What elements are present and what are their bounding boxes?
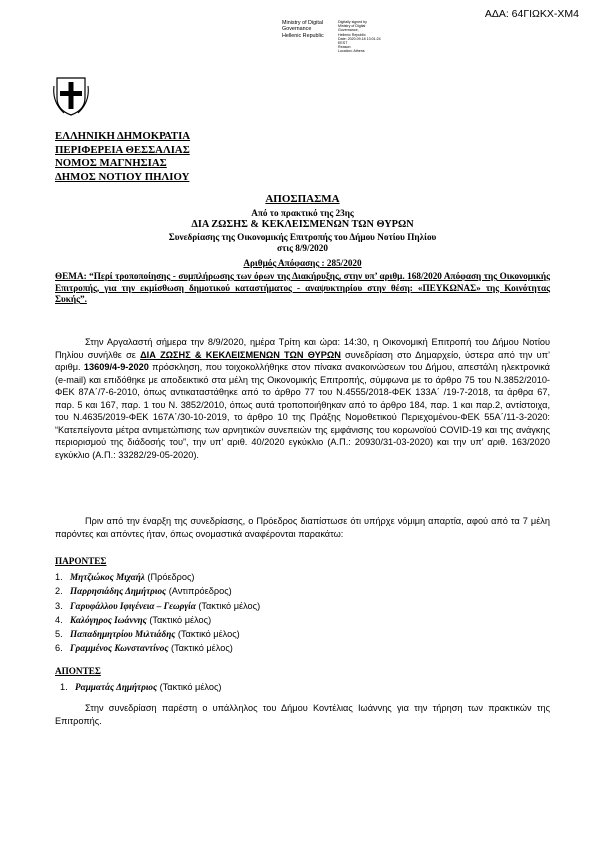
- list-item: 2. Παρρησιάδης Δημήτριος (Αντιπρόεδρος): [55, 586, 232, 597]
- clerk-paragraph: Στην συνεδρίαση παρέστη ο υπάλληλος του Δήμου Κοντέλιας Ιωάννης για την τήρηση των πρακτικών της Επιτροπής.: [55, 703, 550, 726]
- session-mode: ΔΙΑ ΖΩΣΗΣ & ΚΕΚΛΕΙΣΜΕΝΩΝ ΤΩΝ ΘΥΡΩΝ: [191, 219, 414, 230]
- ada-code: ΑΔΑ: 64ΓΙΩΚΧ-ΧΜ4: [484, 8, 579, 20]
- list-item: 4. Καλόγηρος Ιωάννης (Τακτικό μέλος): [55, 614, 212, 625]
- decision-number: Αριθμός Απόφασης : 285/2020: [243, 258, 362, 268]
- quorum-paragraph: Πριν από την έναρξη της συνεδρίασης, ο Πρόεδρος διαπίστωσε ότι υπήρχε νόμιμη απαρτία, αφού από τα 7 μέλη παρόντες και απόντες ήταν, όπως ονομαστικά αναφέρονται παρακάτω:: [55, 516, 550, 539]
- present-heading: ΠΑΡΟΝΤΕΣ: [55, 556, 107, 566]
- list-item: 1. Ραμματάς Δημήτριος (Τακτικό μέλος): [60, 682, 222, 692]
- minutes-reference: Από το πρακτικό της 23ης: [251, 208, 354, 218]
- session-committee: Συνεδρίασης της Οικονομικής Επιτροπής του Δήμου Νοτίου Πηλίου: [168, 232, 437, 242]
- absent-heading: ΑΠΟΝΤΕΣ: [55, 666, 101, 676]
- document-title: ΑΠΟΣΠΑΣΜΑ: [265, 193, 340, 205]
- list-item: 1. Μητζιώκος Μιχαήλ (Πρόεδρος): [55, 572, 195, 582]
- issuing-authority: ΕΛΛΗΝΙΚΗ ΔΗΜΟΚΡΑΤΙΑ ΠΕΡΙΦΕΡΕΙΑ ΘΕΣΣΑΛΙΑΣ ΝΟΜΟΣ ΜΑΓΝΗΣΙΑΣ ΔΗΜΟΣ ΝΟΤΙΟΥ ΠΗΛΙΟΥ: [55, 130, 191, 183]
- digital-signature-label: Ministry of Digital Governance Hellenic Republic: [282, 20, 324, 39]
- list-item: 6. Γραμμένος Κωνσταντίνος (Τακτικό μέλος): [55, 643, 233, 654]
- list-item: 5. Παπαδημητρίου Μιλτιάδης (Τακτικό μέλος): [55, 629, 240, 640]
- present-members-list: [55, 570, 260, 656]
- subject-line: ΘΕΜΑ: “Περί τροποποίησης - συμπλήρωσης των όρων της Διακήρυξης, στην υπ’ αριθμ. 168/2020 Απόφαση της Οικονομικής Επιτροπής, για την εκμίσθωση δημοτικού καταστήματος - αναψυκτηρίου στην θέση: «ΠΕΥΚΩΝΑΣ» της Κοινότητας Συκής”.: [55, 271, 550, 304]
- absent-members-list: [60, 680, 221, 694]
- session-date: στις 8/9/2020: [277, 243, 328, 253]
- opening-paragraph: Στην Αργαλαστή σήμερα την 8/9/2020, ημέρα Τρίτη και ώρα: 14:30, η Οικονομική Επιτροπή του Δήμου Νοτίου Πηλίου συνήλθε σε ΔΙΑ ΖΩΣΗΣ & ΚΕΚΛΕΙΣΜΕΝΩΝ ΤΩΝ ΘΥΡΩΝ συνεδρίαση στο Δημαρχείο, ύστερα από την υπ’ αριθμ. 13609/4-9-2020 πρόσκληση, που τοιχοκολλήθηκε στον πίνακα ανακοινώσεων του Δήμου, απεστάλη ηλεκτρονικά (e-mail) και επιδόθηκε με αποδεικτικό στα μέλη της Οικονομικής Επιτροπής, σύμφωνα με το άρθρο 75 του Ν.3852/2010-ΦΕΚ 87Α΄/7-6-2010, όπως αντικαταστάθηκε από το άρθρο 77 του Ν.4555/2018-ΦΕΚ 133Α΄ /19-7-2018, τα άρθρα 67, παρ. 5 και 167, παρ. 1 του Ν. 3852/2010, όπως αυτά τροποποιήθηκαν από το άρθρο 184, παρ. 1 και παρ.2, αντίστοιχα, του Ν.4635/2019-ΦΕΚ 167Α΄/30-10-2019, το άρθρο 10 της Πράξης Νομοθετικού Περιεχομένου-ΦΕΚ 55Α΄/11-3-2020: “Κατεπείγοντα μέτρα αντιμετώπισης των αρνητικών συνεπειών της εμφάνισης του κορωνοϊού COVID-19 και της ανάγκης περιορισμού της διάδοσής του”, την υπ’ αριθ. 40/2020 εγκύκλιο (Α.Π.: 20930/31-03-2020) και την υπ’ αριθ. 163/2020 εγκύκλιο (Α.Π.: 33282/29-05-2020).: [55, 337, 551, 460]
- list-item: 3. Γαρυφάλλου Ιφιγένεια – Γεωργία (Τακτικό μέλος): [55, 600, 261, 611]
- digital-signature-details: Digitally signed by Ministry of Digital Governance, Hellenic Republic Date: 2020.09.18 13:01:24 EEST Reason: Location: Athens: [338, 20, 381, 54]
- greek-coat-of-arms-emblem: [52, 76, 90, 116]
